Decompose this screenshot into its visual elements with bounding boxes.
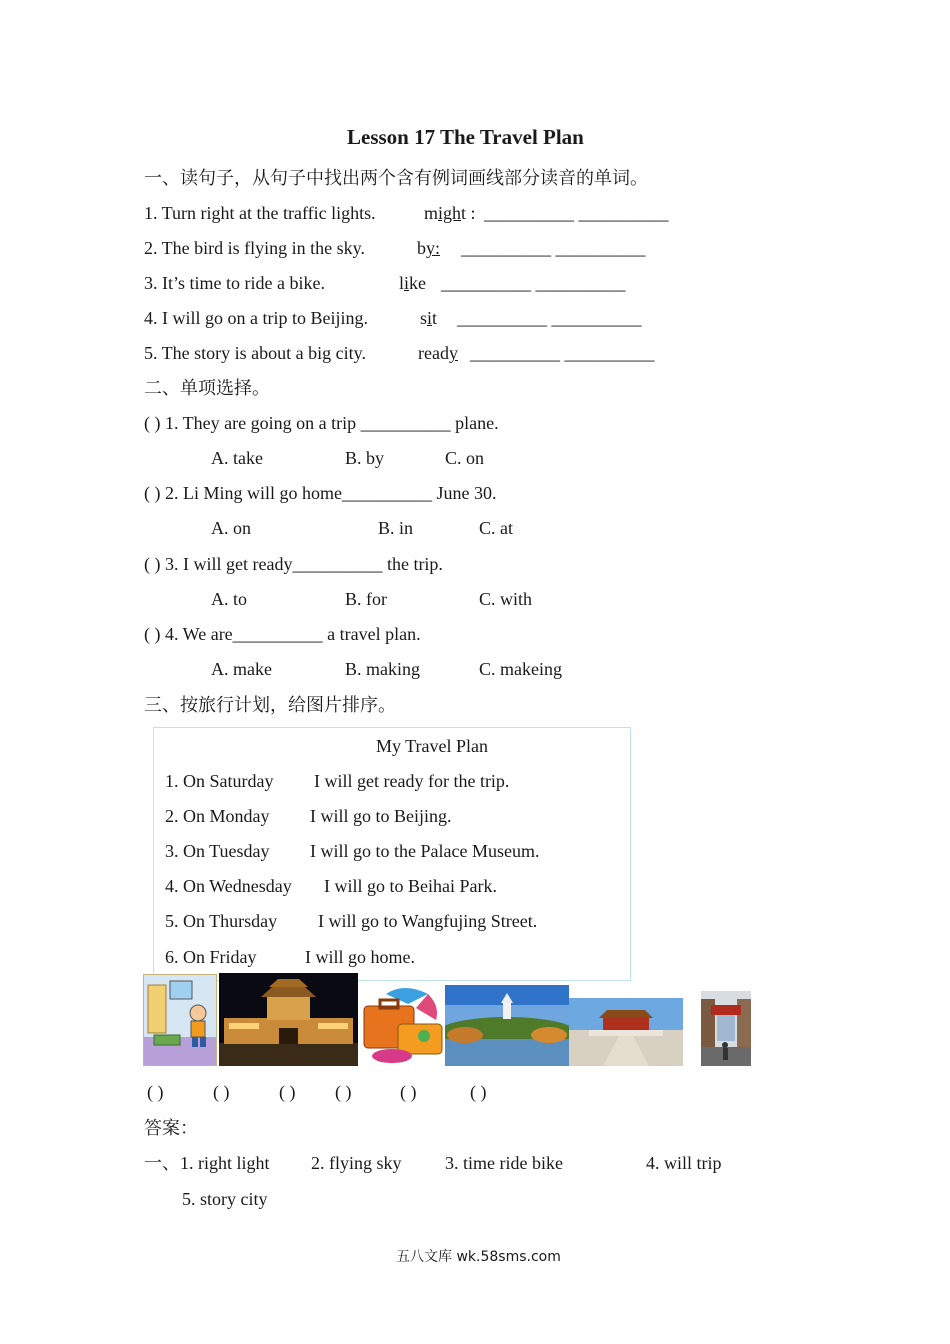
order-bracket-5[interactable]: ( ): [400, 1082, 417, 1102]
s2-q2-option-a[interactable]: A. on: [211, 518, 251, 538]
section3-heading: 三、按旅行计划，给图片排序。: [144, 695, 396, 715]
plan-day-2: 2. On Monday: [165, 806, 270, 826]
s1-blanks-3[interactable]: __________ __________: [441, 273, 626, 293]
s1-blanks-2[interactable]: __________ __________: [461, 238, 646, 258]
picture-palace-museum: [569, 998, 683, 1066]
s2-q2-option-b[interactable]: B. in: [378, 518, 414, 538]
s2-q3-option-c[interactable]: C. with: [479, 589, 533, 609]
s2-q1-option-c[interactable]: C. on: [445, 448, 485, 468]
order-bracket-1[interactable]: ( ): [147, 1082, 164, 1102]
plan-activity-1: I will get ready for the trip.: [314, 771, 510, 791]
order-bracket-6[interactable]: ( ): [470, 1082, 487, 1102]
plan-day-3: 3. On Tuesday: [165, 841, 270, 861]
s1-blanks-1[interactable]: __________ __________: [484, 203, 669, 223]
s1-example-word-1: might :: [424, 203, 476, 223]
s1-sentence-3: 3. It’s time to ride a bike.: [144, 273, 325, 293]
plan-title: My Travel Plan: [376, 736, 489, 756]
plan-day-4: 4. On Wednesday: [165, 876, 292, 896]
picture-beijing-station: [219, 973, 358, 1066]
footer-watermark: 五八文库 wk.58sms.com: [396, 1249, 561, 1265]
plan-activity-6: I will go home.: [305, 947, 415, 967]
s1-example-word-5: ready: [418, 343, 458, 363]
plan-activity-4: I will go to Beihai Park.: [324, 876, 497, 896]
answers-heading: 答案：: [144, 1118, 198, 1138]
s1-blanks-4[interactable]: __________ __________: [457, 308, 642, 328]
s1-example-word-4: sit: [420, 308, 438, 328]
order-bracket-4[interactable]: ( ): [335, 1082, 352, 1102]
order-bracket-3[interactable]: ( ): [279, 1082, 296, 1102]
page-title: Lesson 17 The Travel Plan: [347, 125, 584, 149]
s2-question-1: ( ) 1. They are going on a trip __________ plane.: [144, 413, 499, 433]
s2-q3-option-a[interactable]: A. to: [211, 589, 247, 609]
s1-example-word-3: like: [399, 273, 427, 293]
s2-question-4: ( ) 4. We are__________ a travel plan.: [144, 624, 421, 644]
section1-heading: 一、读句子，从句子中找出两个含有例词画线部分读音的单词。: [144, 168, 648, 188]
picture-kid-at-home: [143, 974, 217, 1066]
plan-day-1: 1. On Saturday: [165, 771, 274, 791]
s2-q1-option-b[interactable]: B. by: [345, 448, 385, 468]
s2-q1-option-a[interactable]: A. take: [211, 448, 263, 468]
answer-2: 2. flying sky: [311, 1153, 402, 1173]
answer-5: 5. story city: [182, 1189, 268, 1209]
answer-3: 3. time ride bike: [445, 1153, 563, 1173]
s1-sentence-4: 4. I will go on a trip to Beijing.: [144, 308, 368, 328]
s2-q2-option-c[interactable]: C. at: [479, 518, 513, 538]
s2-question-2: ( ) 2. Li Ming will go home__________ June 30.: [144, 483, 497, 503]
plan-day-5: 5. On Thursday: [165, 911, 278, 931]
s1-sentence-1: 1. Turn right at the traffic lights.: [144, 203, 376, 223]
plan-activity-2: I will go to Beijing.: [310, 806, 452, 826]
picture-wangfujing-street: [701, 991, 751, 1066]
s1-sentence-5: 5. The story is about a big city.: [144, 343, 366, 363]
s2-q3-option-b[interactable]: B. for: [345, 589, 387, 609]
picture-beihai-park: [445, 985, 569, 1066]
answer-4: 4. will trip: [646, 1153, 722, 1173]
plan-activity-5: I will go to Wangfujing Street.: [318, 911, 538, 931]
picture-suitcase: [358, 984, 444, 1066]
s1-sentence-2: 2. The bird is flying in the sky.: [144, 238, 365, 258]
s1-example-word-2: by:: [417, 238, 441, 258]
plan-activity-3: I will go to the Palace Museum.: [310, 841, 540, 861]
s2-q4-option-c[interactable]: C. makeing: [479, 659, 562, 679]
order-bracket-2[interactable]: ( ): [213, 1082, 230, 1102]
s1-blanks-5[interactable]: __________ __________: [470, 343, 655, 363]
s2-q4-option-a[interactable]: A. make: [211, 659, 272, 679]
s2-q4-option-b[interactable]: B. making: [345, 659, 420, 679]
s2-question-3: ( ) 3. I will get ready__________ the trip.: [144, 554, 443, 574]
section2-heading: 二、单项选择。: [144, 378, 270, 398]
plan-day-6: 6. On Friday: [165, 947, 257, 967]
answer-1: 一、1. right light: [144, 1153, 270, 1173]
